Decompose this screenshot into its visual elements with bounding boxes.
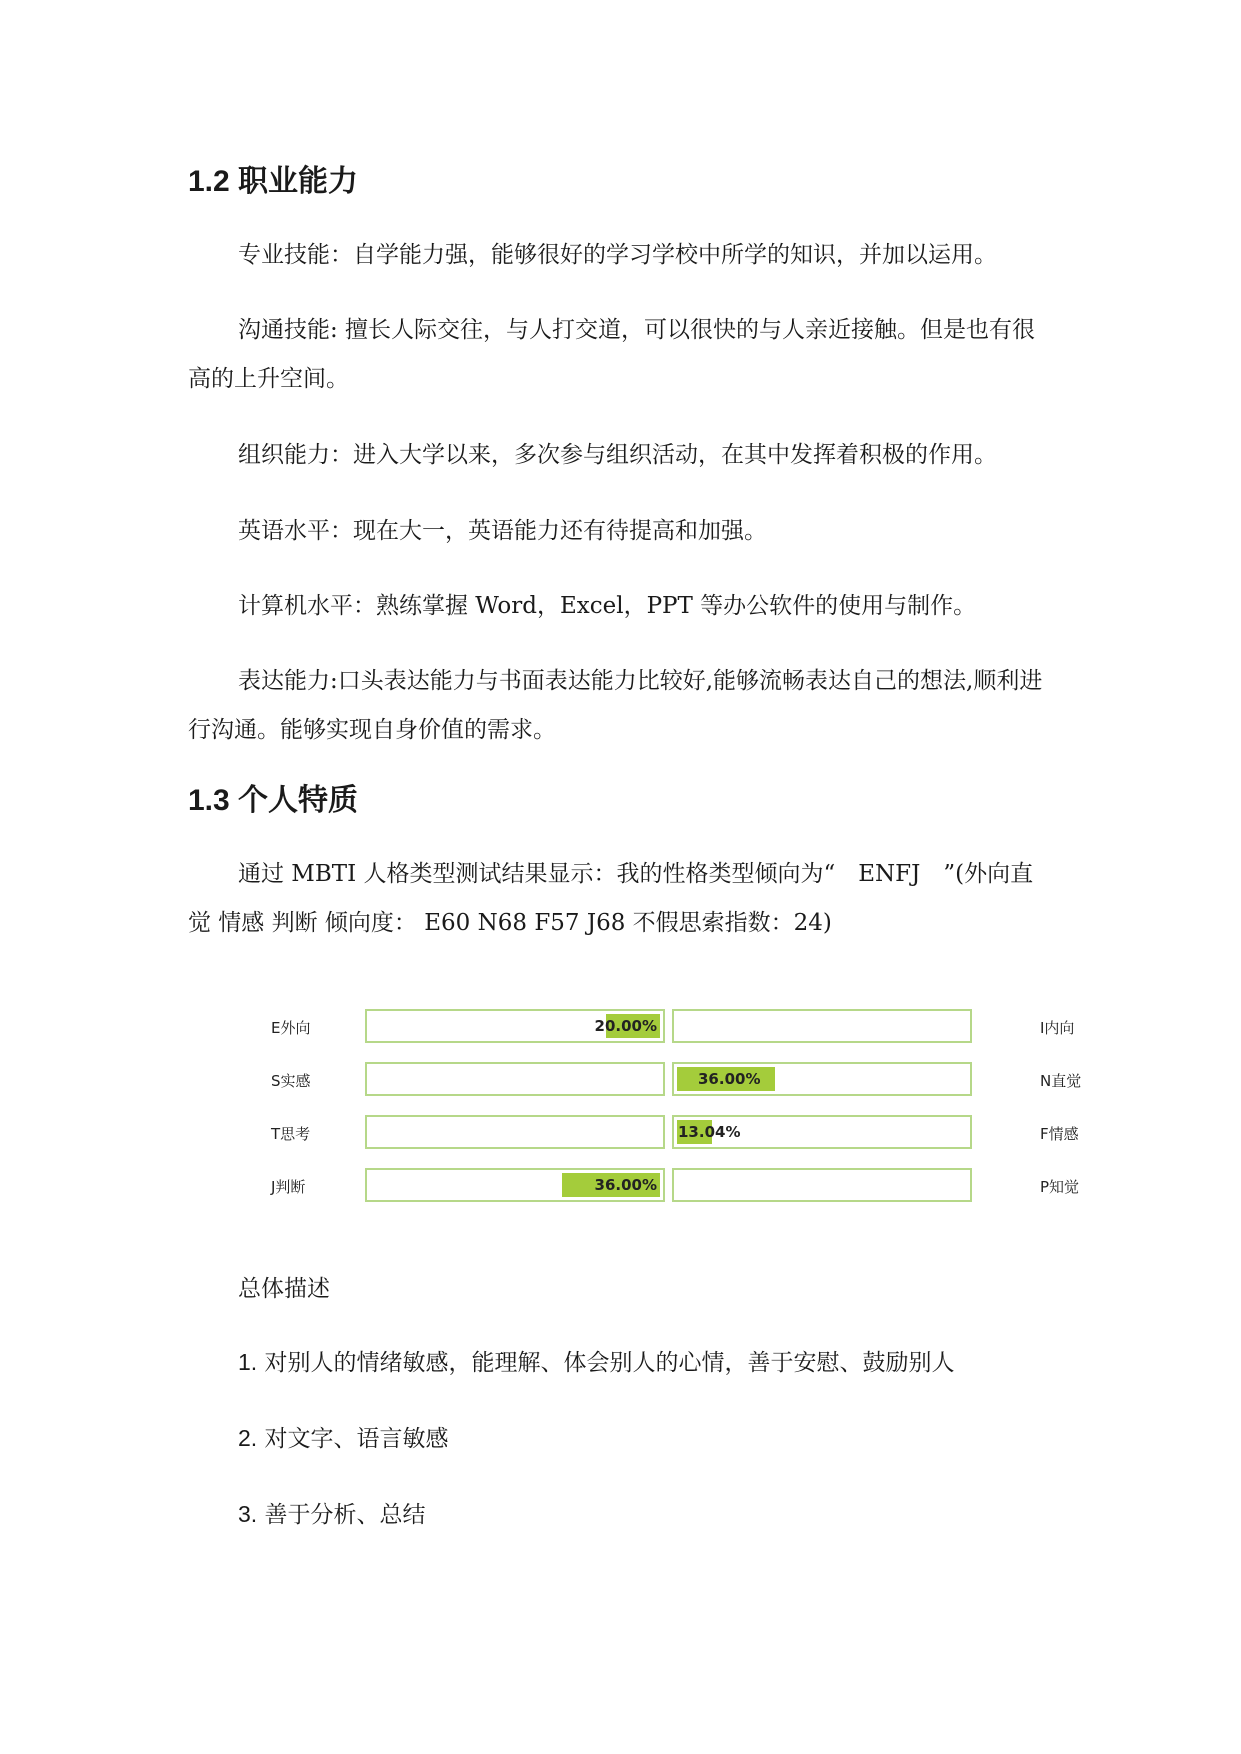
chart-right-label: I内向: [1040, 1019, 1075, 1037]
chart-left-track: [365, 1009, 665, 1043]
chart-value-label: 36.00%: [594, 1176, 657, 1194]
chart-right-track: [672, 1115, 972, 1149]
summary-item-number: 3.: [238, 1501, 258, 1527]
chart-value-label: 13.04%: [678, 1123, 741, 1141]
chart-left-label: T思考: [271, 1125, 311, 1143]
summary-item-text: 对别人的情绪敏感，能理解、体会别人的心情，善于安慰、鼓励别人: [264, 1350, 955, 1376]
chart-left-label: J判断: [271, 1178, 306, 1196]
summary-item-number: 2.: [238, 1425, 258, 1451]
chart-value-label: 20.00%: [594, 1017, 657, 1035]
summary-item-text: 善于分析、总结: [264, 1502, 426, 1528]
summary-title: 总体描述: [238, 1276, 330, 1302]
chart-right-track: [672, 1168, 972, 1202]
ability-paragraph: 表达能力:口头表达能力与书面表达能力比较好,能够流畅表达自己的想法,顺利进行沟通。能够实现自身价值的需求。: [188, 668, 1043, 743]
chart-left-track: [365, 1115, 665, 1149]
summary-item-number: 1.: [238, 1349, 258, 1375]
summary-item-text: 对文字、语言敏感: [264, 1426, 449, 1452]
chart-left-label: S实感: [271, 1072, 311, 1090]
chart-right-label: P知觉: [1040, 1178, 1080, 1196]
ability-paragraph: 专业技能：自学能力强，能够很好的学习学校中所学的知识，并加以运用。: [238, 242, 997, 268]
chart-left-track: [365, 1168, 665, 1202]
mbti-intro: 通过 MBTI 人格类型测试结果显示：我的性格类型倾向为“ ENFJ ”(外向直觉 情感 判断 倾向度： E60 N68 F57 J68 不假思索指数：24): [188, 861, 1034, 936]
summary-item: [238, 1418, 449, 1459]
chart-right-label: N直觉: [1040, 1072, 1082, 1090]
chart-value-label: 36.00%: [698, 1070, 761, 1088]
ability-paragraph: 英语水平：现在大一，英语能力还有待提高和加强。: [238, 518, 767, 544]
section-title-1-2: 1.2 职业能力: [188, 165, 359, 198]
ability-paragraph: 组织能力：进入大学以来，多次参与组织活动，在其中发挥着积极的作用。: [238, 442, 997, 468]
chart-left-label: E外向: [271, 1019, 311, 1037]
chart-right-track: [672, 1009, 972, 1043]
chart-left-track: [365, 1062, 665, 1096]
section-title-1-3: 1.3 个人特质: [188, 784, 359, 817]
ability-paragraph: 沟通技能: 擅长人际交往，与人打交道，可以很快的与人亲近接触。但是也有很高的上升空间。: [188, 317, 1036, 392]
ability-paragraph: 计算机水平：熟练掌握 Word，Excel，PPT 等办公软件的使用与制作。: [238, 593, 977, 619]
chart-right-label: F情感: [1040, 1125, 1079, 1143]
summary-item: [238, 1342, 955, 1383]
chart-right-track: [672, 1062, 972, 1096]
summary-item: [238, 1494, 426, 1535]
